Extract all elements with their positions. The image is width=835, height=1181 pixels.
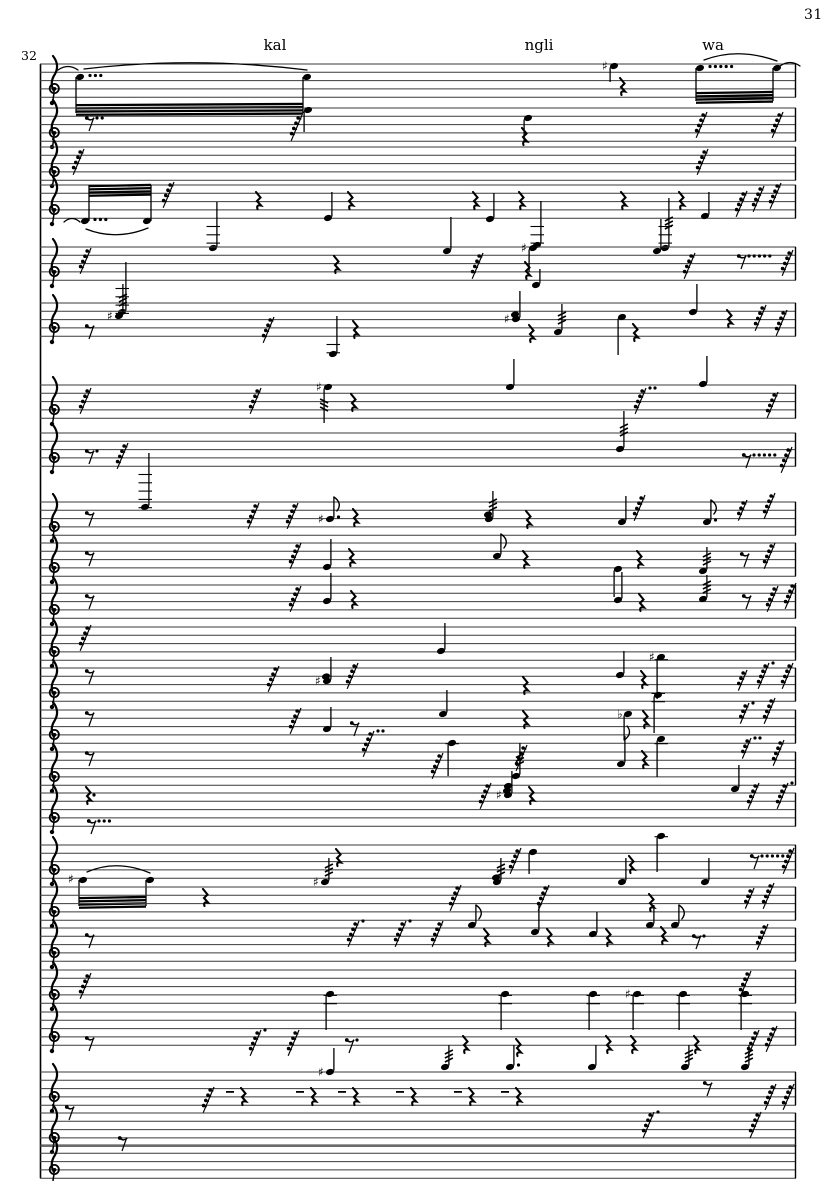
eighth-rest	[85, 751, 94, 766]
eighth-rest	[737, 254, 772, 269]
staff-11	[40, 572, 796, 626]
note	[436, 623, 446, 655]
sixtyfourth-rest	[72, 149, 84, 175]
quarter-rest	[473, 192, 478, 209]
svg-text:♭: ♭	[617, 707, 623, 721]
note	[588, 912, 598, 938]
quarter-rest	[606, 929, 611, 946]
staff-9	[40, 491, 796, 543]
note	[602, 59, 619, 82]
quarter-rest	[351, 394, 356, 411]
note	[680, 1045, 693, 1071]
eighth-rest	[85, 324, 94, 339]
sixtyfourth-rest	[775, 310, 787, 336]
quarter-rest	[353, 509, 358, 526]
svg-text:♯: ♯	[318, 1065, 324, 1079]
quarter-rest	[463, 1036, 468, 1053]
svg-text:♯: ♯	[68, 872, 74, 886]
note	[587, 1045, 597, 1071]
sixtyfourth-rest	[290, 115, 302, 141]
sixtyfourth-rest	[286, 503, 298, 529]
sixtyfourth-rest	[79, 248, 91, 274]
sixtyfourth-rest	[471, 253, 483, 279]
quarter-rest	[661, 927, 666, 944]
sixtyfourth-rest	[769, 183, 781, 209]
note	[677, 990, 691, 1030]
sixtyfourth-rest	[749, 1112, 761, 1138]
sixtyfourth-rest	[741, 736, 762, 758]
svg-text:♯: ♯	[521, 241, 527, 255]
sixtyfourth-rest	[262, 317, 274, 343]
svg-text:♯: ♯	[107, 309, 113, 323]
sixtyfourth-rest	[683, 253, 695, 279]
quarter-rest	[522, 128, 527, 145]
sixtyfourth-rest	[747, 783, 759, 809]
note	[688, 284, 698, 316]
tremolo-notes	[695, 54, 782, 104]
sixtyfourth-rest	[431, 753, 443, 779]
tie-slur	[64, 219, 80, 223]
note	[698, 575, 711, 603]
quarter-rest	[516, 1039, 521, 1056]
note	[323, 192, 333, 222]
lyric-syllable: wa	[702, 36, 724, 54]
sixtyfourth-rest	[772, 740, 784, 766]
note	[499, 990, 513, 1030]
note	[318, 1048, 335, 1079]
sixtyfourth-rest	[287, 1030, 299, 1056]
note	[655, 735, 669, 777]
staff-6	[40, 284, 796, 358]
quarter-rest	[519, 192, 524, 209]
staff-23	[40, 1105, 796, 1154]
sixtyfourth-rest	[739, 701, 755, 723]
note	[315, 657, 332, 688]
staff-4	[40, 177, 796, 252]
quarter-rest	[348, 192, 353, 209]
svg-text:♯: ♯	[316, 380, 322, 394]
quarter-rest	[526, 511, 531, 528]
note	[615, 411, 628, 453]
sixtyfourth-rest	[737, 670, 747, 691]
quarter-rest	[523, 677, 528, 694]
quarter-rest	[336, 849, 341, 866]
note	[438, 690, 448, 718]
svg-text:♯: ♯	[625, 987, 631, 1001]
note	[504, 291, 521, 326]
staff-14	[40, 690, 796, 757]
note	[617, 496, 627, 526]
note	[739, 990, 753, 1030]
quarter-rest	[633, 324, 638, 341]
sixtyfourth-rest	[754, 305, 766, 331]
staff-12	[40, 619, 796, 668]
note	[617, 858, 627, 886]
sixtyfourth-rest	[642, 1110, 660, 1137]
quarter-rest	[679, 192, 684, 209]
staff-17	[40, 832, 796, 909]
note	[496, 771, 513, 802]
staff-13	[40, 650, 796, 709]
quarter-rest	[639, 594, 644, 611]
staff-24	[40, 1136, 796, 1181]
sixtyfourth-rest	[784, 583, 796, 609]
eighth-rest	[85, 551, 94, 566]
sixtyfourth-rest	[449, 885, 461, 911]
staff-16	[40, 765, 796, 834]
staff-5	[40, 217, 796, 316]
svg-text:♯: ♯	[649, 650, 655, 664]
quarter-rest	[643, 711, 648, 728]
note	[318, 497, 340, 526]
note	[303, 106, 313, 132]
sixtyfourth-rest	[752, 186, 764, 212]
note	[670, 905, 684, 929]
note	[324, 990, 338, 1030]
note	[440, 1045, 453, 1071]
staff-7	[40, 356, 796, 426]
sixtyfourth-rest	[289, 543, 301, 569]
note	[700, 192, 710, 220]
note	[531, 201, 545, 249]
svg-text:♯: ♯	[602, 59, 608, 73]
svg-text:♯: ♯	[496, 788, 502, 802]
sixtyfourth-rest	[116, 443, 128, 469]
quarter-rest	[621, 192, 626, 209]
sixtyfourth-rest	[766, 586, 778, 612]
lyric-syllable: ngli	[524, 36, 554, 54]
sixtyfourth-rest	[763, 698, 775, 724]
note	[491, 858, 505, 886]
sixtyfourth-rest	[394, 919, 412, 946]
accidental	[68, 872, 74, 886]
svg-text:♯: ♯	[315, 674, 321, 688]
sixtyfourth-rest	[633, 495, 645, 521]
sixtyfourth-rest	[431, 921, 443, 947]
note	[485, 193, 495, 223]
eighth-rest	[85, 116, 104, 131]
note	[322, 707, 332, 733]
svg-text:♯: ♯	[313, 875, 319, 889]
lyric-syllable: kal	[263, 36, 287, 54]
sixtyfourth-rest	[763, 543, 775, 569]
quarter-rest	[727, 310, 732, 327]
sixtyfourth-rest	[249, 1028, 267, 1055]
sixtyfourth-rest	[763, 493, 775, 519]
staff-15	[40, 735, 796, 793]
quarter-rest	[256, 192, 261, 209]
note	[649, 650, 668, 699]
staff-8	[40, 411, 796, 511]
note	[615, 651, 625, 679]
eighth-rest	[350, 721, 359, 736]
staff-3	[40, 139, 796, 188]
note	[698, 356, 708, 388]
sixtyfourth-rest	[202, 1087, 214, 1113]
note	[700, 858, 710, 886]
note	[505, 359, 515, 391]
note	[313, 858, 333, 889]
sixtyfourth-rest	[79, 625, 91, 651]
quarter-rest	[334, 256, 339, 273]
sixtyfourth-rest	[744, 888, 754, 909]
note	[446, 739, 460, 776]
note	[655, 832, 669, 872]
note	[467, 905, 481, 929]
svg-text:♯: ♯	[318, 512, 324, 526]
quarter-rest	[523, 711, 528, 728]
sixtyfourth-rest	[479, 783, 491, 809]
eighth-rest	[85, 933, 94, 948]
tie-slur	[58, 67, 78, 71]
sixtyfourth-rest	[347, 919, 365, 946]
sixtyfourth-rest	[696, 149, 708, 175]
quarter-rest	[631, 1036, 636, 1053]
note	[625, 987, 644, 1030]
sixtyfourth-rest	[162, 182, 174, 208]
note	[322, 573, 332, 605]
sixtyfourth-rest	[780, 447, 792, 473]
note	[530, 902, 540, 936]
note	[587, 990, 601, 1030]
sixtyfourth-rest	[247, 503, 259, 529]
quarter-rest	[606, 1036, 611, 1053]
note	[652, 219, 662, 255]
staff-1	[40, 54, 800, 116]
measure-number: 32	[21, 48, 37, 63]
quarter-rest	[629, 856, 634, 873]
quarter-rest	[547, 929, 552, 946]
quarter-rest	[641, 671, 646, 688]
sixtyfourth-rest	[289, 708, 301, 734]
staff-21	[40, 987, 796, 1056]
sixtyfourth-rest	[267, 666, 279, 692]
eighth-rest	[85, 1036, 94, 1051]
note	[327, 316, 341, 358]
sixtyfourth-rest	[765, 1026, 777, 1052]
quarter-rest	[642, 751, 647, 768]
quarter-rest	[484, 929, 489, 946]
quarter-rest	[353, 321, 358, 338]
sixtyfourth-rest	[735, 191, 747, 217]
sixtyfourth-rest	[289, 586, 301, 612]
note	[492, 534, 506, 560]
note	[702, 500, 717, 526]
svg-text:♯: ♯	[504, 312, 510, 326]
eighth-rest	[85, 449, 99, 464]
tremolo-notes	[80, 184, 152, 235]
quarter-rest	[694, 1036, 699, 1053]
sixtyfourth-rest	[766, 392, 778, 418]
note	[442, 217, 452, 255]
staff-10	[40, 534, 796, 597]
note	[730, 765, 740, 793]
note	[322, 539, 332, 571]
staff-22	[40, 1045, 796, 1113]
page-number: 31	[804, 7, 823, 23]
